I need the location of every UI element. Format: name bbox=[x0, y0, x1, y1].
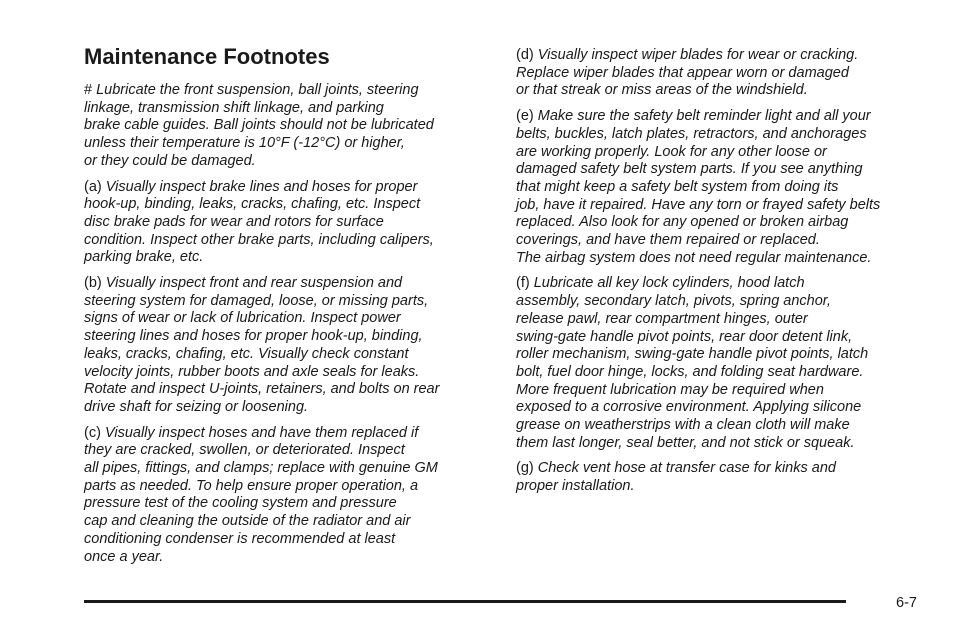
footnote-line bbox=[516, 144, 926, 162]
footnote-line bbox=[84, 179, 489, 197]
footnote-line bbox=[516, 382, 926, 400]
footnote-marker: (g) bbox=[516, 460, 534, 477]
footnote-text: Rotate and inspect U-joints, retainers, and bolts on rear bbox=[84, 381, 440, 398]
footnote-text: parts as needed. To help ensure proper operation, a bbox=[84, 477, 419, 494]
footnote-text: drive shaft for seizing or loosening. bbox=[84, 398, 309, 415]
footnote-line bbox=[84, 82, 489, 100]
footnote-text: Make sure the safety belt reminder light and all your bbox=[537, 108, 871, 125]
footnote-text: conditioning condenser is recommended at least bbox=[84, 530, 396, 547]
footnote-line bbox=[84, 153, 489, 171]
footnote-line bbox=[84, 513, 489, 531]
footnote-line bbox=[516, 435, 926, 453]
footnote-text: disc brake pads for wear and rotors for surface bbox=[84, 213, 384, 230]
footnote-text: Visually inspect wiper blades for wear or cracking. bbox=[537, 47, 859, 63]
footnote-text: The airbag system does not need regular maintenance. bbox=[516, 249, 872, 266]
footnote-line bbox=[516, 460, 926, 478]
footnote-text: leaks, cracks, chafing, etc. Visually check constant bbox=[84, 345, 409, 362]
footnote-line bbox=[84, 399, 489, 417]
footnote-line bbox=[84, 232, 489, 250]
footnote-text: swing-gate handle pivot points, rear door detent link, bbox=[516, 328, 853, 345]
footnote-g bbox=[516, 460, 926, 495]
footnote-text: signs of wear or lack of lubrication. Inspect power bbox=[84, 310, 401, 327]
footnote-text: bolt, fuel door hinge, locks, and folding seat hardware. bbox=[516, 363, 864, 380]
footnote-text: steering lines and hoses for proper hook-up, binding, bbox=[84, 328, 423, 345]
footnote-text: all pipes, fittings, and clamps; replace with genuine GM bbox=[84, 460, 438, 477]
footnote-text: once a year. bbox=[84, 548, 164, 565]
footnote-line bbox=[84, 328, 489, 346]
footnote-line bbox=[516, 82, 926, 100]
footnote-line bbox=[516, 47, 926, 65]
left-column bbox=[84, 82, 489, 574]
footnote-text: roller mechanism, swing-gate handle pivot points, latch bbox=[516, 346, 869, 363]
footnote-line bbox=[516, 161, 926, 179]
footnote-marker: (d) bbox=[516, 47, 534, 63]
footnote-line bbox=[516, 126, 926, 144]
footnote-text: assembly, secondary latch, pivots, spring anchor, bbox=[516, 293, 831, 310]
footnote-text: exposed to a corrosive environment. Applying silicone bbox=[516, 399, 862, 416]
footnote-e bbox=[516, 108, 926, 267]
footnote-line bbox=[84, 214, 489, 232]
footnote-d bbox=[516, 47, 926, 100]
footnote-text: replaced. Also look for any opened or broken airbag bbox=[516, 214, 849, 231]
footnote-line bbox=[84, 460, 489, 478]
footnote-line bbox=[516, 346, 926, 364]
footnote-marker: (e) bbox=[516, 108, 534, 125]
footnote-line bbox=[516, 179, 926, 197]
footnote-line bbox=[84, 442, 489, 460]
footnote-b bbox=[84, 275, 489, 417]
footnote-text: they are cracked, swollen, or deteriorated. Inspect bbox=[84, 442, 405, 459]
footnote-line bbox=[84, 495, 489, 513]
footnote-text: Replace wiper blades that appear worn or damaged bbox=[516, 64, 849, 81]
footnote-text: proper installation. bbox=[516, 478, 635, 495]
footnote-line bbox=[84, 135, 489, 153]
footnote-line bbox=[516, 311, 926, 329]
footnote-line bbox=[84, 346, 489, 364]
footnote-text: Lubricate the front suspension, ball joints, steering bbox=[96, 82, 419, 98]
footnote-text: linkage, transmission shift linkage, and parking bbox=[84, 99, 384, 116]
footer-rule bbox=[84, 600, 846, 603]
footnote-text: More frequent lubrication may be required when bbox=[516, 381, 824, 398]
footnote-line bbox=[84, 293, 489, 311]
footnote-line bbox=[84, 478, 489, 496]
footnote-text: condition. Inspect other brake parts, including calipers, bbox=[84, 231, 434, 248]
footnote-text: or they could be damaged. bbox=[84, 152, 256, 169]
footnote-line bbox=[84, 381, 489, 399]
right-column bbox=[516, 47, 926, 504]
footnote-line bbox=[84, 249, 489, 267]
footnote-text: grease on weatherstrips with a clean cloth will make bbox=[516, 417, 850, 434]
footnote-line bbox=[84, 364, 489, 382]
footnote-line bbox=[516, 478, 926, 496]
footnote-line bbox=[84, 117, 489, 135]
footnote-text: unless their temperature is 10°F (-12°C) or higher, bbox=[84, 135, 405, 152]
footnote-line bbox=[516, 197, 926, 215]
footnote-text: are working properly. Look for any other loose or bbox=[516, 143, 827, 160]
page-title: Maintenance Footnotes bbox=[84, 44, 330, 69]
footnote-a bbox=[84, 179, 489, 268]
footnote-text: job, have it repaired. Have any torn or frayed safety belts bbox=[516, 196, 881, 213]
footnote-line bbox=[516, 214, 926, 232]
footnote-text: Lubricate all key lock cylinders, hood latch bbox=[533, 275, 805, 292]
footnote-line bbox=[516, 417, 926, 435]
footnote-line bbox=[516, 293, 926, 311]
footnote-marker: # bbox=[84, 82, 93, 98]
footnote-text: parking brake, etc. bbox=[84, 249, 204, 266]
footnote-text: Visually inspect hoses and have them replaced if bbox=[104, 424, 419, 441]
footnote-hash bbox=[84, 82, 489, 171]
footnote-text: Visually inspect front and rear suspension and bbox=[105, 275, 403, 292]
footnote-marker: (b) bbox=[84, 275, 102, 292]
footnote-line bbox=[84, 275, 489, 293]
footnote-line bbox=[84, 425, 489, 443]
footnote-line bbox=[84, 196, 489, 214]
footnote-text: cap and cleaning the outside of the radiator and air bbox=[84, 513, 411, 530]
page-number: 6-7 bbox=[896, 595, 917, 611]
footnote-text: release pawl, rear compartment hinges, outer bbox=[516, 310, 808, 327]
footnote-line bbox=[516, 329, 926, 347]
footnote-line bbox=[84, 310, 489, 328]
footnote-text: hook-up, binding, leaks, cracks, chafing, etc. Inspect bbox=[84, 196, 421, 213]
footnote-line bbox=[84, 549, 489, 567]
footnote-line bbox=[516, 399, 926, 417]
footnote-text: that might keep a safety belt system from doing its bbox=[516, 178, 839, 195]
footnote-text: coverings, and have them repaired or replaced. bbox=[516, 232, 820, 249]
footnote-f bbox=[516, 275, 926, 452]
footnote-c bbox=[84, 425, 489, 567]
footnote-marker: (c) bbox=[84, 424, 101, 441]
footnote-text: pressure test of the cooling system and pressure bbox=[84, 495, 397, 512]
footnote-line bbox=[516, 232, 926, 250]
footnote-line bbox=[516, 364, 926, 382]
footnote-line bbox=[84, 100, 489, 118]
footnote-text: or that streak or miss areas of the windshield. bbox=[516, 82, 808, 99]
footnote-text: Check vent hose at transfer case for kinks and bbox=[537, 460, 836, 477]
footnote-text: steering system for damaged, loose, or missing parts, bbox=[84, 292, 429, 309]
footnote-text: damaged safety belt system parts. If you see anything bbox=[516, 161, 863, 178]
footnote-text: velocity joints, rubber boots and axle seals for leaks. bbox=[84, 363, 420, 380]
footnote-line bbox=[516, 65, 926, 83]
footnote-text: them last longer, seal better, and not stick or squeak. bbox=[516, 434, 855, 451]
footnote-text: Visually inspect brake lines and hoses for proper bbox=[105, 178, 418, 195]
footnote-line bbox=[516, 108, 926, 126]
footnote-marker: (a) bbox=[84, 178, 102, 195]
footnote-line bbox=[84, 531, 489, 549]
footnote-line bbox=[516, 250, 926, 268]
footnote-marker: (f) bbox=[516, 275, 530, 292]
footnote-text: brake cable guides. Ball joints should not be lubricated bbox=[84, 117, 434, 134]
footnote-text: belts, buckles, latch plates, retractors, and anchorages bbox=[516, 125, 867, 142]
footnote-line bbox=[516, 275, 926, 293]
